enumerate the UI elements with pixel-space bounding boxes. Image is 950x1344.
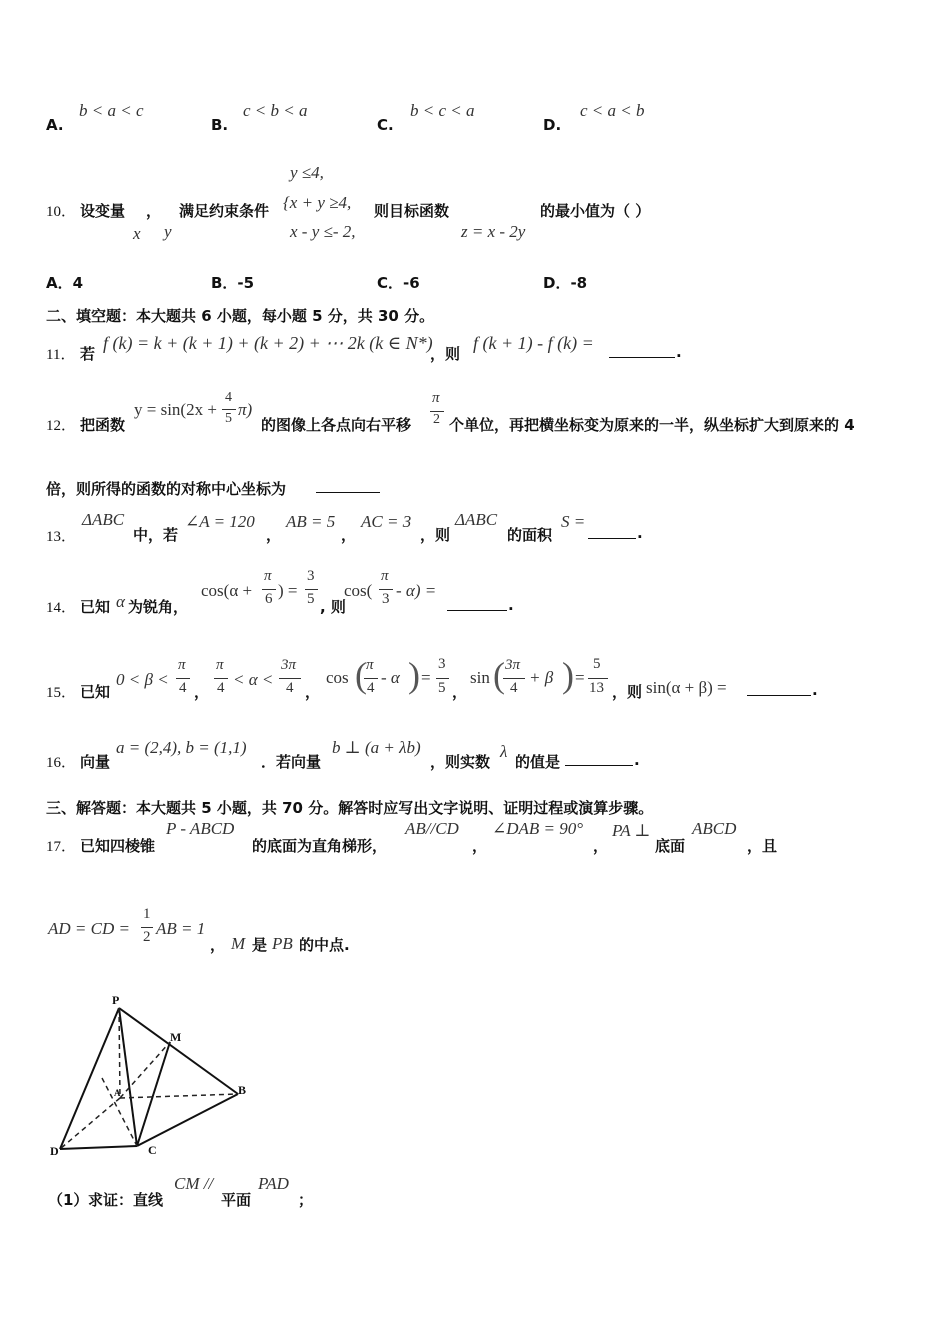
- q15-num-a: 3: [438, 656, 446, 672]
- q15-den-a: 4: [179, 680, 187, 696]
- q14-number: 14．: [46, 600, 77, 616]
- q14-text-1: 已知: [80, 598, 111, 616]
- q12-text-4: 倍，则所得的函数的对称中心坐标为: [46, 480, 287, 498]
- q15-comma-3: ，: [452, 683, 468, 701]
- edge-cb: [137, 1094, 238, 1146]
- q11-answer-blank: [609, 343, 675, 358]
- q14-frac-bar-2: [305, 589, 318, 590]
- edge-pc: [119, 1008, 137, 1146]
- q12-number: 12．: [46, 418, 77, 434]
- q14-period: .: [508, 596, 514, 614]
- q17-comma-1: ，: [472, 837, 488, 855]
- q13-text-2: ，则: [420, 526, 451, 544]
- q15-paren-l-1: (: [355, 655, 367, 695]
- q17-lengths-2: AB = 1: [156, 919, 206, 938]
- q13-comma-2: ，: [341, 526, 357, 544]
- q17-lengths-1: AD = CD =: [48, 919, 130, 938]
- q17-part1-number: （1）: [48, 1191, 89, 1209]
- q11-number: 11．: [46, 347, 76, 363]
- q10-objective: z = x - 2y: [461, 222, 526, 241]
- q14-frac-bar-1: [262, 589, 276, 590]
- q16-period: .: [634, 751, 640, 769]
- q15-pi-d: π: [366, 657, 374, 673]
- q13-text-1: 中，若: [133, 526, 179, 544]
- q16-text-4: 的值是: [515, 753, 561, 771]
- q15-den-c: 4: [286, 680, 294, 696]
- q15-sin-tail: + β: [529, 668, 554, 687]
- q13-ab: AB = 5: [286, 512, 336, 531]
- q10-text-5: 的最小值为（ ）: [540, 202, 651, 220]
- q17-text-1: 已知四棱锥: [80, 837, 156, 855]
- q11-text-1: 若: [80, 345, 96, 363]
- q17-part1-text-2: 平面: [221, 1191, 252, 1209]
- q11-period: .: [676, 343, 682, 361]
- q10-text-4: 则目标函数: [374, 202, 450, 220]
- q14-den-2: 5: [307, 591, 315, 607]
- q15-den-e: 4: [510, 680, 518, 696]
- q17-pb: PB: [272, 934, 293, 953]
- q13-angle: ∠A = 120: [185, 512, 255, 531]
- q12-shift-den: 2: [433, 412, 440, 427]
- q12-text-1: 把函数: [80, 416, 126, 434]
- q13-text-3: 的面积: [507, 526, 553, 544]
- section-3-heading: 三、解答题：本大题共 5 小题，共 70 分。解答时应写出文字说明、证明过程或演算步骤。: [46, 799, 654, 817]
- q13-area: S =: [561, 512, 586, 531]
- q14-den-1: 6: [265, 591, 273, 607]
- q10-text-2: ，: [146, 202, 162, 220]
- q17-part1-end: ；: [298, 1191, 314, 1209]
- q12-func-end: π): [238, 400, 253, 419]
- q14-text-3: , 则: [320, 598, 346, 616]
- label-a: A: [114, 1088, 121, 1098]
- q10-var-y: y: [164, 222, 172, 241]
- q13-ac: AC = 3: [361, 512, 412, 531]
- q17-text-3: 底面: [655, 837, 686, 855]
- q15-den-a2: 5: [438, 680, 446, 696]
- q9-option-b-expr: c < b < a: [243, 101, 308, 120]
- q9-option-d-label: D.: [543, 116, 562, 134]
- q16-vectors: a = (2,4), b = (1,1): [116, 738, 247, 757]
- q15-comma-1: ，: [194, 683, 210, 701]
- label-d: D: [50, 1144, 59, 1158]
- q14-answer-blank: [447, 596, 507, 611]
- q15-sin: sin: [470, 668, 490, 687]
- label-c: C: [148, 1143, 157, 1157]
- q11-expr-1: f (k) = k + (k + 1) + (k + 2) + ⋯ 2k (k ∈ N*): [103, 333, 433, 353]
- q16-answer-blank: [565, 751, 633, 766]
- q10-option-b: B．-5: [211, 274, 255, 292]
- q13-comma-1: ，: [266, 526, 282, 544]
- q15-cos-tail: - α: [381, 668, 400, 687]
- q15-eq-b: =: [575, 668, 585, 687]
- q13-number: 13．: [46, 529, 77, 545]
- q11-text-2: ，则: [430, 345, 461, 363]
- q16-condition: b ⊥ (a + λb): [332, 738, 421, 757]
- q12-frac-bar: [222, 409, 236, 410]
- q17-m: M: [231, 934, 246, 953]
- q12-shift-num: π: [432, 390, 440, 406]
- q15-eq-a: =: [421, 668, 431, 687]
- q14-alpha: α: [116, 592, 125, 611]
- q10-constraint-3: x - y ≤- 2,: [290, 222, 356, 241]
- q14-pi-1: π: [264, 568, 272, 584]
- q10-constraint-1: y ≤4,: [290, 163, 324, 182]
- q12-func: y = sin(2x +: [134, 400, 217, 419]
- q13-triangle-1: ΔABC: [82, 510, 125, 529]
- q9-option-d-expr: c < a < b: [580, 101, 645, 120]
- q14-pi-2: π: [381, 568, 389, 584]
- q14-frac-bar-3: [379, 589, 393, 590]
- q17-perp: PA ⊥: [612, 821, 651, 840]
- q9-option-c-expr: b < c < a: [410, 101, 475, 120]
- q15-target: sin(α + β) =: [646, 678, 727, 697]
- q16-number: 16．: [46, 755, 77, 771]
- q9-option-a-label: A.: [46, 116, 64, 134]
- q14-den-3: 3: [382, 591, 390, 607]
- q15-den-b2: 13: [589, 680, 604, 696]
- q12-text-2: 的图像上各点向右平移: [261, 416, 412, 434]
- q15-comma-2: ，: [305, 683, 321, 701]
- q14-tail: - α) =: [396, 581, 437, 600]
- q13-triangle-2: ΔABC: [455, 510, 498, 529]
- q17-text-2: 的底面为直角梯形，: [252, 837, 388, 855]
- edge-ab-hidden: [120, 1094, 238, 1098]
- q15-frac-bar-a: [176, 678, 190, 679]
- q16-text-1: 向量: [80, 753, 111, 771]
- q17-part1-cm: CM //: [174, 1174, 214, 1193]
- q14-num-1: 3: [307, 568, 315, 584]
- q10-option-c: C．-6: [377, 274, 420, 292]
- q10-number: 10．: [46, 204, 77, 220]
- q17-part1-text-1: 求证：直线: [88, 1191, 164, 1209]
- q9-option-b-label: B.: [211, 116, 229, 134]
- q15-beta-range: 0 < β <: [116, 670, 169, 689]
- q17-half-num: 1: [143, 906, 151, 922]
- q17-number: 17．: [46, 839, 77, 855]
- q9-option-c-label: C.: [377, 116, 394, 134]
- q17-comma-2: ，: [593, 837, 609, 855]
- q17-parallel: AB//CD: [405, 819, 459, 838]
- q15-pi-e: 3π: [505, 657, 521, 673]
- q15-cos: cos: [326, 668, 349, 687]
- q15-pi-a: π: [178, 657, 186, 673]
- q17-text-5: 是: [252, 936, 268, 954]
- q15-frac-bar-d: [364, 678, 378, 679]
- q14-eq-1: ) =: [278, 581, 298, 600]
- q13-period: .: [637, 524, 643, 542]
- q15-paren-r-2: ): [562, 655, 574, 695]
- q15-pi-c: 3π: [281, 657, 297, 673]
- q15-answer-blank: [747, 681, 811, 696]
- q17-half-bar: [141, 927, 153, 928]
- q14-cos-2: cos(: [344, 581, 373, 600]
- edge-pd: [60, 1008, 119, 1149]
- q16-text-3: ，则实数: [430, 753, 491, 771]
- q10-text-1: 设变量: [80, 202, 126, 220]
- q10-constraint-2: {x + y ≥4,: [283, 193, 352, 212]
- label-p: P: [112, 993, 120, 1007]
- q17-text-6: 的中点.: [299, 936, 350, 954]
- q15-frac-bar-e: [436, 678, 449, 679]
- pyramid-figure: [40, 988, 280, 1158]
- q15-alpha-range: < α <: [233, 670, 274, 689]
- q15-den-b: 4: [217, 680, 225, 696]
- section-2-heading: 二、填空题：本大题共 6 小题，每小题 5 分，共 30 分。: [46, 307, 435, 325]
- q17-half-den: 2: [143, 929, 151, 945]
- segment-cm: [137, 1042, 170, 1146]
- q10-option-a: A．4: [46, 274, 84, 292]
- q14-cos-1: cos(α +: [201, 581, 253, 600]
- q15-paren-r-1: ): [408, 655, 420, 695]
- q17-part1-pad: PAD: [258, 1174, 289, 1193]
- q16-lambda: λ: [500, 742, 508, 761]
- q10-text-3: 满足约束条件: [179, 202, 270, 220]
- q15-period: .: [812, 681, 818, 699]
- q15-text-2: ，则: [612, 683, 643, 701]
- edge-ad-hidden: [60, 1098, 120, 1149]
- q17-text-4: ，且: [747, 837, 778, 855]
- q15-text-1: 已知: [80, 683, 111, 701]
- q12-answer-blank: [316, 478, 380, 493]
- q17-angle: ∠DAB = 90°: [492, 819, 584, 838]
- q12-text-3: 个单位，再把横坐标变为原来的一半，纵坐标扩大到原来的 4: [449, 416, 855, 434]
- q13-answer-blank: [588, 524, 636, 539]
- q15-num-b: 5: [593, 656, 601, 672]
- q10-var-x: x: [133, 224, 141, 243]
- edge-pb: [119, 1008, 238, 1094]
- q17-base: ABCD: [692, 819, 737, 838]
- q10-option-d: D．-8: [543, 274, 588, 292]
- q15-frac-bar-g: [588, 678, 608, 679]
- edge-pa-hidden: [119, 1008, 120, 1098]
- q15-number: 15．: [46, 685, 77, 701]
- q17-comma-3: ，: [210, 936, 226, 954]
- q17-pyramid: P - ABCD: [166, 819, 235, 838]
- q12-frac-num: 4: [225, 390, 232, 405]
- q15-den-d: 4: [367, 680, 375, 696]
- label-b: B: [238, 1083, 247, 1097]
- label-m: M: [170, 1030, 182, 1044]
- q15-pi-b: π: [216, 657, 224, 673]
- q11-expr-2: f (k + 1) - f (k) =: [473, 333, 594, 353]
- q16-text-2: ．若向量: [261, 753, 322, 771]
- q15-frac-bar-f: [503, 678, 525, 679]
- q9-option-a-expr: b < a < c: [79, 101, 144, 120]
- edge-dc: [60, 1146, 137, 1149]
- q14-text-2: 为锐角，: [128, 598, 189, 616]
- q12-frac-den: 5: [225, 411, 232, 426]
- q15-paren-l-2: (: [493, 655, 505, 695]
- q15-frac-bar-c: [279, 678, 301, 679]
- q15-frac-bar-b: [214, 678, 228, 679]
